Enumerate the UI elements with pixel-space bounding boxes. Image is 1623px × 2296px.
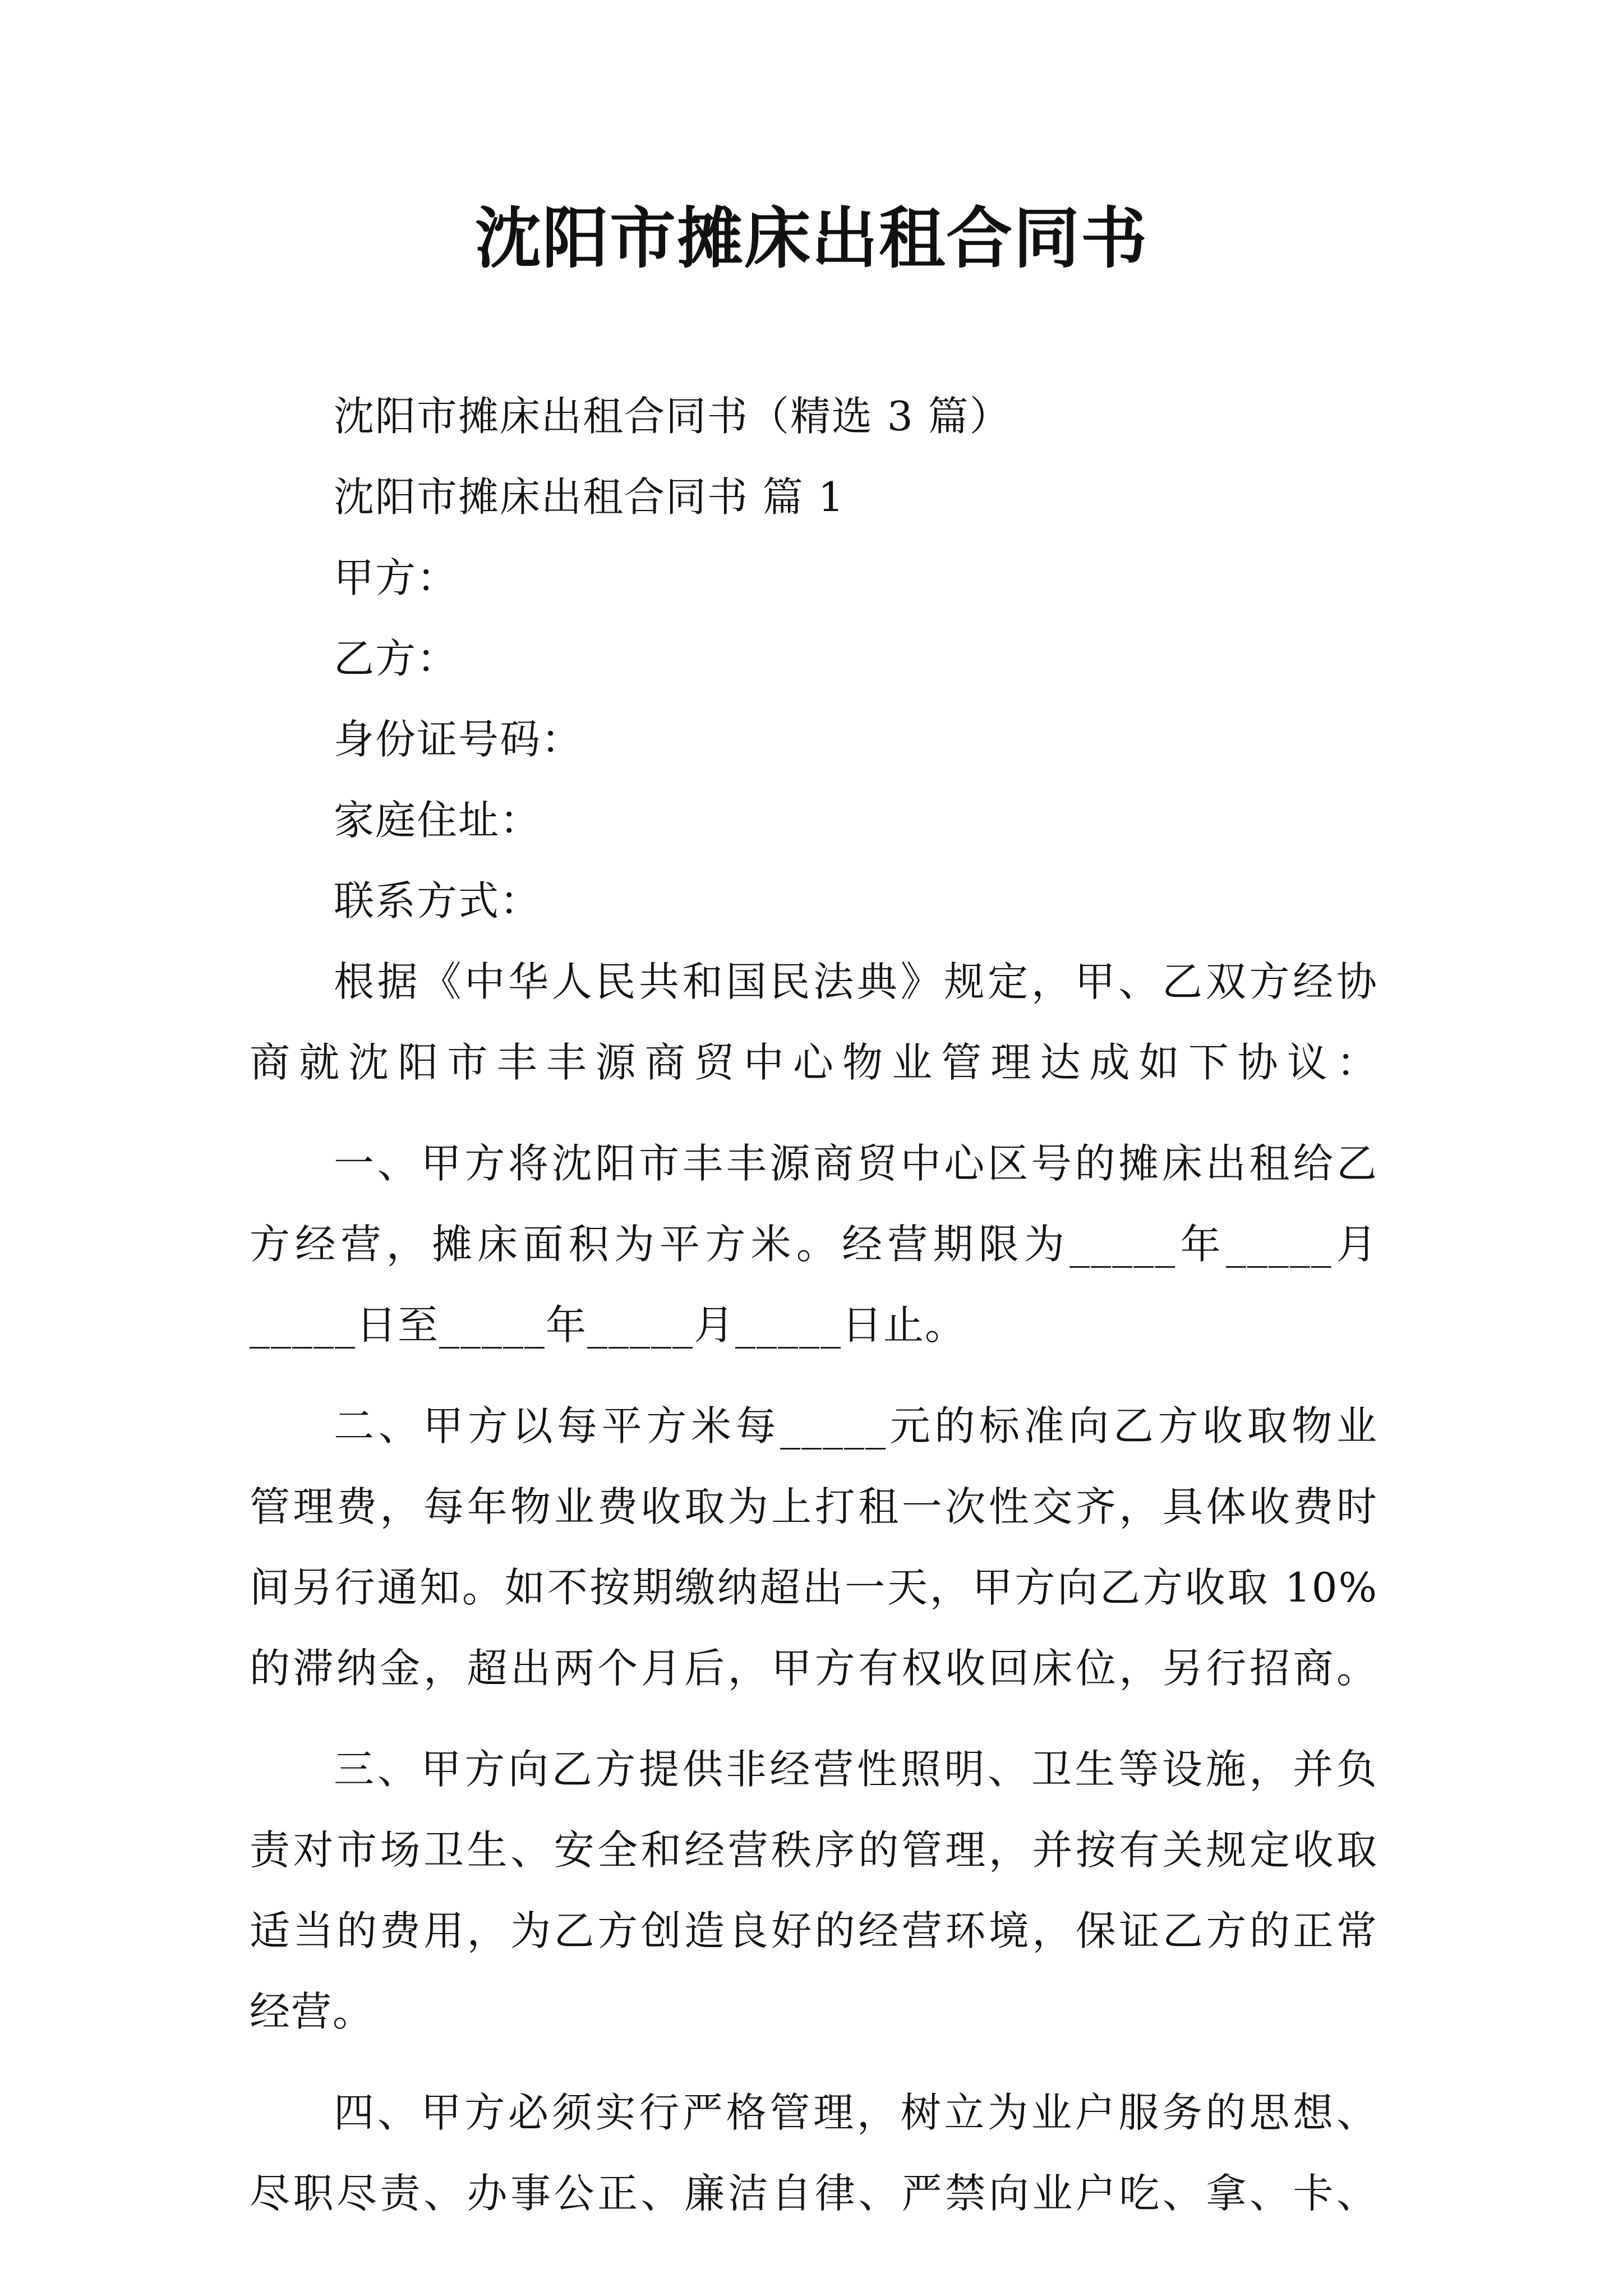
paragraph-line: 商就沈阳市丰丰源商贸中心物业管理达成如下协议： [250, 1039, 1378, 1086]
paragraph-line: 管理费，每年物业费收取为上打租一次性交齐，具体收费时 [250, 1483, 1378, 1530]
paragraph-line: 间另行通知。如不按期缴纳超出一天，甲方向乙方收取 10% [250, 1564, 1378, 1611]
contact-field: 联系方式： [334, 877, 542, 924]
paragraph-clause-1 [250, 1123, 1378, 1365]
document-subtitle: 沈阳市摊床出租合同书（精选 3 篇） [334, 393, 1011, 440]
home-address-field: 家庭住址： [334, 797, 542, 844]
paragraph-line: _____日至_____年_____月_____日止。 [250, 1301, 967, 1349]
paragraph-line: 经营。 [250, 1988, 375, 2035]
paragraph-line: 责对市场卫生、安全和经营秩序的管理，并按有关规定收取 [250, 1826, 1378, 1874]
section-heading: 沈阳市摊床出租合同书 篇 1 [334, 473, 845, 521]
paragraph-clause-2 [250, 1386, 1378, 1709]
paragraph-clause-3 [250, 1729, 1378, 2052]
party-a-field: 甲方： [334, 554, 459, 601]
document-title: 沈阳市摊床出租合同书 [474, 199, 1148, 277]
paragraph-line: 二、甲方以每平方米每_____元的标准向乙方收取物业 [334, 1402, 1378, 1450]
paragraph-line: 尽职尽责、办事公正、廉洁自律、严禁向业户吃、拿、卡、 [250, 2170, 1378, 2217]
paragraph-line: 四、甲方必须实行严格管理，树立为业户服务的思想、 [334, 2089, 1378, 2136]
paragraph-legal-basis [250, 941, 1378, 1103]
party-b-field: 乙方： [334, 635, 459, 682]
paragraph-line: 根据《中华人民共和国民法典》规定，甲、乙双方经协 [334, 958, 1378, 1005]
paragraph-line: 的滞纳金，超出两个月后，甲方有权收回床位，另行招商。 [250, 1645, 1378, 1692]
paragraph-line: 一、甲方将沈阳市丰丰源商贸中心区号的摊床出租给乙 [334, 1140, 1378, 1187]
paragraph-line: 适当的费用，为乙方创造良好的经营环境，保证乙方的正常 [250, 1907, 1378, 1954]
document-body [250, 376, 1378, 2234]
id-number-field: 身份证号码： [334, 716, 583, 763]
paragraph-line: 三、甲方向乙方提供非经营性照明、卫生等设施，并负 [334, 1746, 1378, 1793]
paragraph-clause-4 [250, 2072, 1378, 2234]
paragraph-line: 方经营，摊床面积为平方米。经营期限为_____年_____月 [250, 1221, 1378, 1268]
